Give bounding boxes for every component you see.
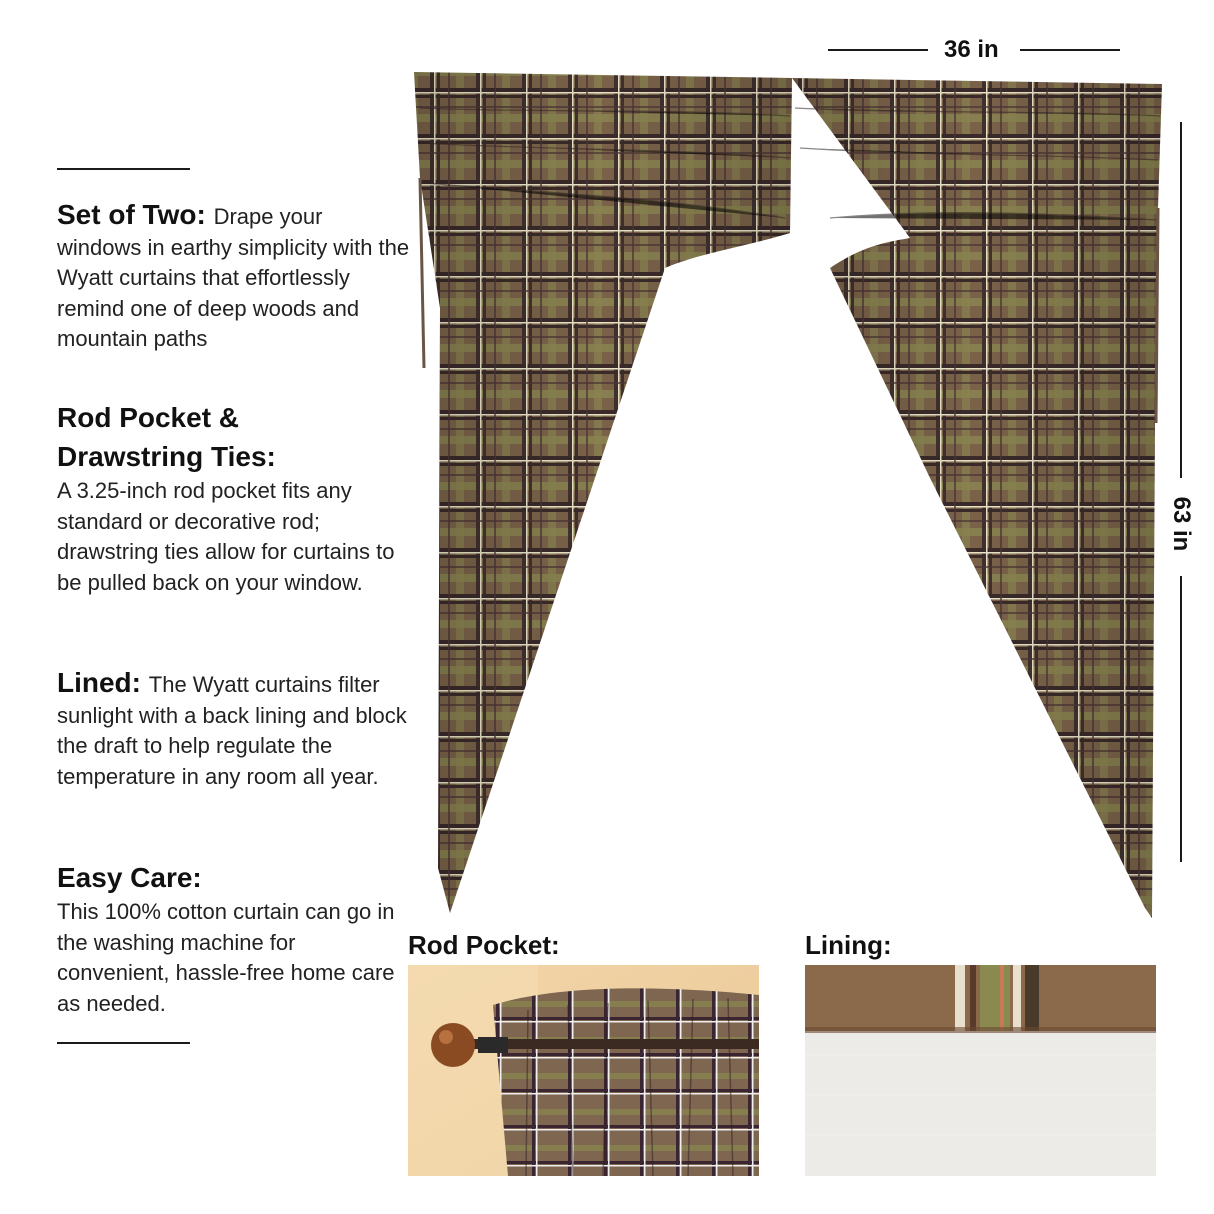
feature-lined xyxy=(57,668,412,792)
width-dimension-line-right xyxy=(1020,49,1120,51)
feature-title: Set of Two: xyxy=(57,199,214,230)
feature-title: Easy Care: xyxy=(57,862,202,893)
feature-body: A 3.25-inch rod pocket fits any standard or decorative rod; drawstring ties allow for curtains to be pulled back on your window. xyxy=(57,478,395,595)
height-dimension-label: 63 in xyxy=(1168,496,1195,552)
top-divider xyxy=(57,168,190,170)
feature-body: This 100% cotton curtain can go in the washing machine for convenient, hassle-free home care as needed. xyxy=(57,899,395,1016)
feature-title-line2: Drawstring Ties: xyxy=(57,441,276,472)
rod-pocket-detail-image xyxy=(408,965,759,1176)
feature-title-line1: Rod Pocket & xyxy=(57,402,240,433)
lining-caption: Lining: xyxy=(805,930,892,960)
height-dimension-line-bottom xyxy=(1180,576,1182,862)
feature-easy-care xyxy=(57,858,412,1019)
feature-set-of-two xyxy=(57,200,412,355)
feature-title: Lined: xyxy=(57,667,149,698)
feature-rod-pocket xyxy=(57,398,412,598)
width-dimension-label: 36 in xyxy=(944,36,999,63)
height-dimension-line-top xyxy=(1180,122,1182,478)
bottom-divider xyxy=(57,1042,190,1044)
lining-detail-image xyxy=(805,965,1156,1176)
feature-body: The Wyatt curtains filter sunlight with a back lining and block the draft to help regulate the temperature in any room all year. xyxy=(57,672,407,789)
rod-pocket-caption: Rod Pocket: xyxy=(408,930,560,960)
feature-body: Drape your windows in earthy simplicity with the Wyatt curtains that effortlessly remind one of deep woods and mountain paths xyxy=(57,204,410,352)
width-dimension-line-left xyxy=(828,49,928,51)
prairie-curtain-pair-image xyxy=(410,68,1170,923)
